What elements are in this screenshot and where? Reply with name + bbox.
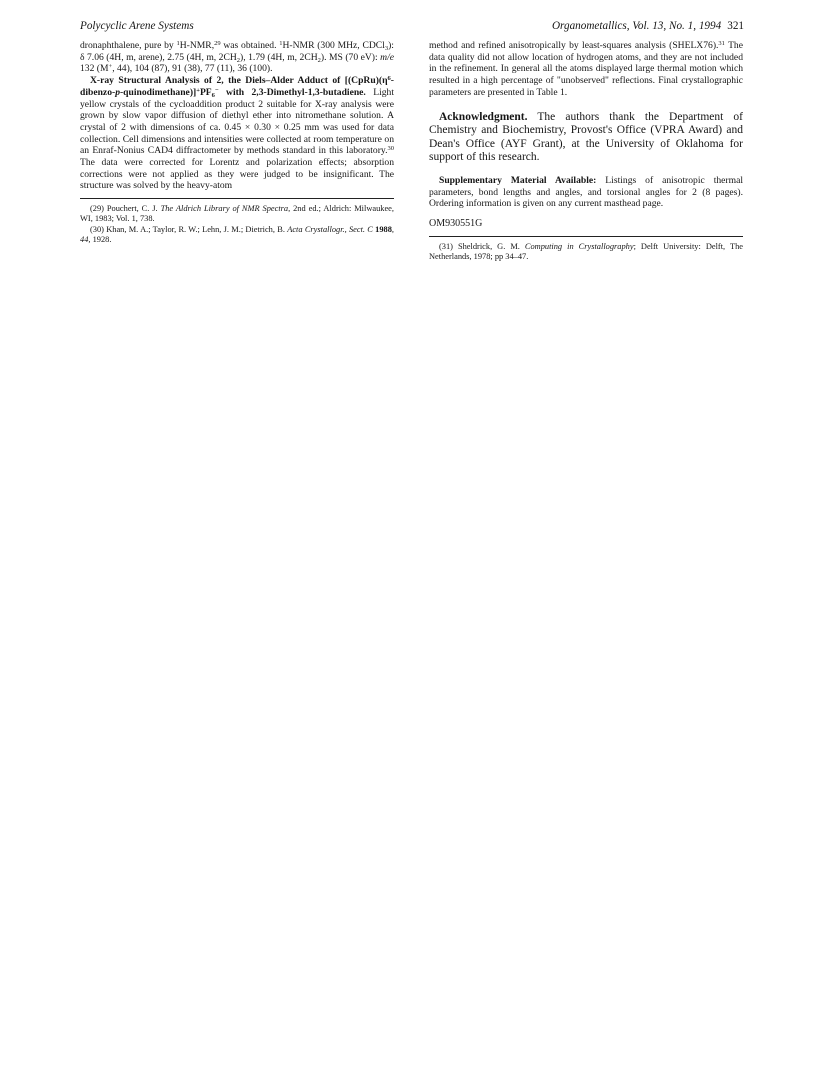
text-span: with 2,3-Dimethyl-1,3-butadiene. xyxy=(218,86,366,98)
text-span: H-NMR, xyxy=(179,40,215,51)
supplementary-heading: Supplementary Material Available: xyxy=(439,174,597,186)
text-span: (31) Sheldrick, G. M. xyxy=(439,241,525,251)
text-span: Acta Crystallogr., Sect. C xyxy=(287,224,373,234)
text-span: p xyxy=(115,86,120,98)
running-head-citation xyxy=(552,20,744,32)
reference-marker: 30 xyxy=(387,145,394,153)
text-span: , 2nd ed.; Aldrich: Milwaukee, WI, 1983; Vol. 1, 738. xyxy=(80,204,394,224)
reference-marker: 31 xyxy=(718,40,725,47)
text-span: Light yellow crystals of the cycloaddition product 2 suitable for X-ray analysis were grown by slow vapor diffusion of diethyl ether into nitromethane solution. A crystal of 2 with dimensions of ca. 0.45 × 0.30 × 0.25 mm was used for data collection. Cell dimensions and intensities were collected at room temperature on an Enraf-Nonius CAD4 diffractometer by methods standard in this laboratory. xyxy=(80,86,395,157)
footnote-29 xyxy=(80,204,394,225)
text-span: ), 1.79 (4H, m, 2CH xyxy=(240,51,318,63)
text-span: (29) Pouchert, C. J. xyxy=(90,204,161,214)
right-column xyxy=(429,40,743,262)
xray-heading xyxy=(80,75,394,98)
acknowledgment-heading: Acknowledgment. xyxy=(439,110,528,123)
superscript: + xyxy=(108,63,113,71)
page-number: 321 xyxy=(727,20,744,32)
text-span: -quinodimethane)] xyxy=(119,86,197,98)
nmr-paragraph xyxy=(80,40,394,75)
text-span: H-NMR (300 MHz, CDCl xyxy=(282,40,385,51)
acknowledgment-paragraph xyxy=(429,111,743,165)
text-span: ): δ 7.06 (4H, m, arene), 2.75 (4H, m, 2CH xyxy=(80,40,394,63)
text-span: dronaphthalene, pure by xyxy=(80,40,177,51)
text-span: , 44), 104 (87), 91 (38), 77 (11), 36 (100). xyxy=(112,63,273,75)
text-span: , 44, xyxy=(80,224,395,245)
manuscript-id: OM930551G xyxy=(429,218,483,229)
superscript: 1 xyxy=(279,40,283,47)
footnote-30 xyxy=(80,225,394,246)
subscript: 3 xyxy=(384,45,389,52)
text-span: Listings of anisotropic thermal parameters, bond lengths and angles, and torsional angles for 2 (8 pages). Ordering information is given on any current masthead page. xyxy=(429,174,744,210)
text-span: was obtained. xyxy=(220,40,280,51)
text-span: The authors thank the Department of Chemistry and Biochemistry, Provost's Office (VPRA Award) and Dean's Office (AYF Grant), at the University of Oklahoma for support of this research. xyxy=(429,110,743,164)
superscript: 1 xyxy=(176,40,180,47)
subscript: 2 xyxy=(236,56,241,64)
text-span: m/e xyxy=(380,51,395,63)
running-head xyxy=(80,20,744,36)
text-span: 1928. xyxy=(90,235,112,245)
reference-marker: 29 xyxy=(214,40,221,47)
text-span: (30) Khan, M. A.; Taylor, R. W.; Lehn, J. M.; Dietrich, B. xyxy=(90,224,288,234)
text-span: PF xyxy=(199,86,212,98)
journal-citation: Organometallics, Vol. 13, No. 1, 1994 xyxy=(551,20,722,32)
text-span: 1988 xyxy=(372,224,392,234)
footnote-divider xyxy=(429,236,743,237)
text-span: X-ray Structural Analysis of 2, the Diels–Alder Adduct of [(CpRu)(η xyxy=(90,75,388,87)
superscript: + xyxy=(196,86,200,94)
running-head-title: Polycyclic Arene Systems xyxy=(80,20,194,32)
text-span: Computing in Crystallography xyxy=(524,241,634,251)
text-span: The Aldrich Library of NMR Spectra xyxy=(160,204,289,214)
xray-paragraph xyxy=(80,75,394,192)
text-span: ; Delft University: Delft, The Netherlands, 1978; pp 34–47. xyxy=(429,241,744,261)
superscript: 6 xyxy=(387,75,391,83)
text-span: 132 (M xyxy=(80,63,109,75)
subscript: 6 xyxy=(211,91,215,99)
footnote-divider xyxy=(80,198,394,199)
subscript: 2 xyxy=(317,56,321,64)
footnote-31 xyxy=(429,242,743,263)
superscript: − xyxy=(214,86,219,94)
text-span: method and refined anisotropically by least-squares analysis (SHELX76). xyxy=(429,40,719,51)
left-column xyxy=(80,40,394,245)
supplementary-paragraph xyxy=(429,175,743,210)
text-span: The data were corrected for Lorentz and polarization effects; absorption corrections were not applied as they were judged to be insignificant. The structure was solved by the heavy-atom xyxy=(80,157,394,192)
text-span: ). MS (70 eV): xyxy=(320,51,381,63)
text-span: The data quality did not allow location of hydrogen atoms, and they are not included in the refinement. In general all the atoms displayed large thermal motion which resulted in a high percentage of "unobserved" reflections. Final crystallographic parameters are presented in Table 1. xyxy=(429,40,743,98)
method-paragraph xyxy=(429,40,743,99)
text-span: -dibenzo- xyxy=(80,75,394,98)
